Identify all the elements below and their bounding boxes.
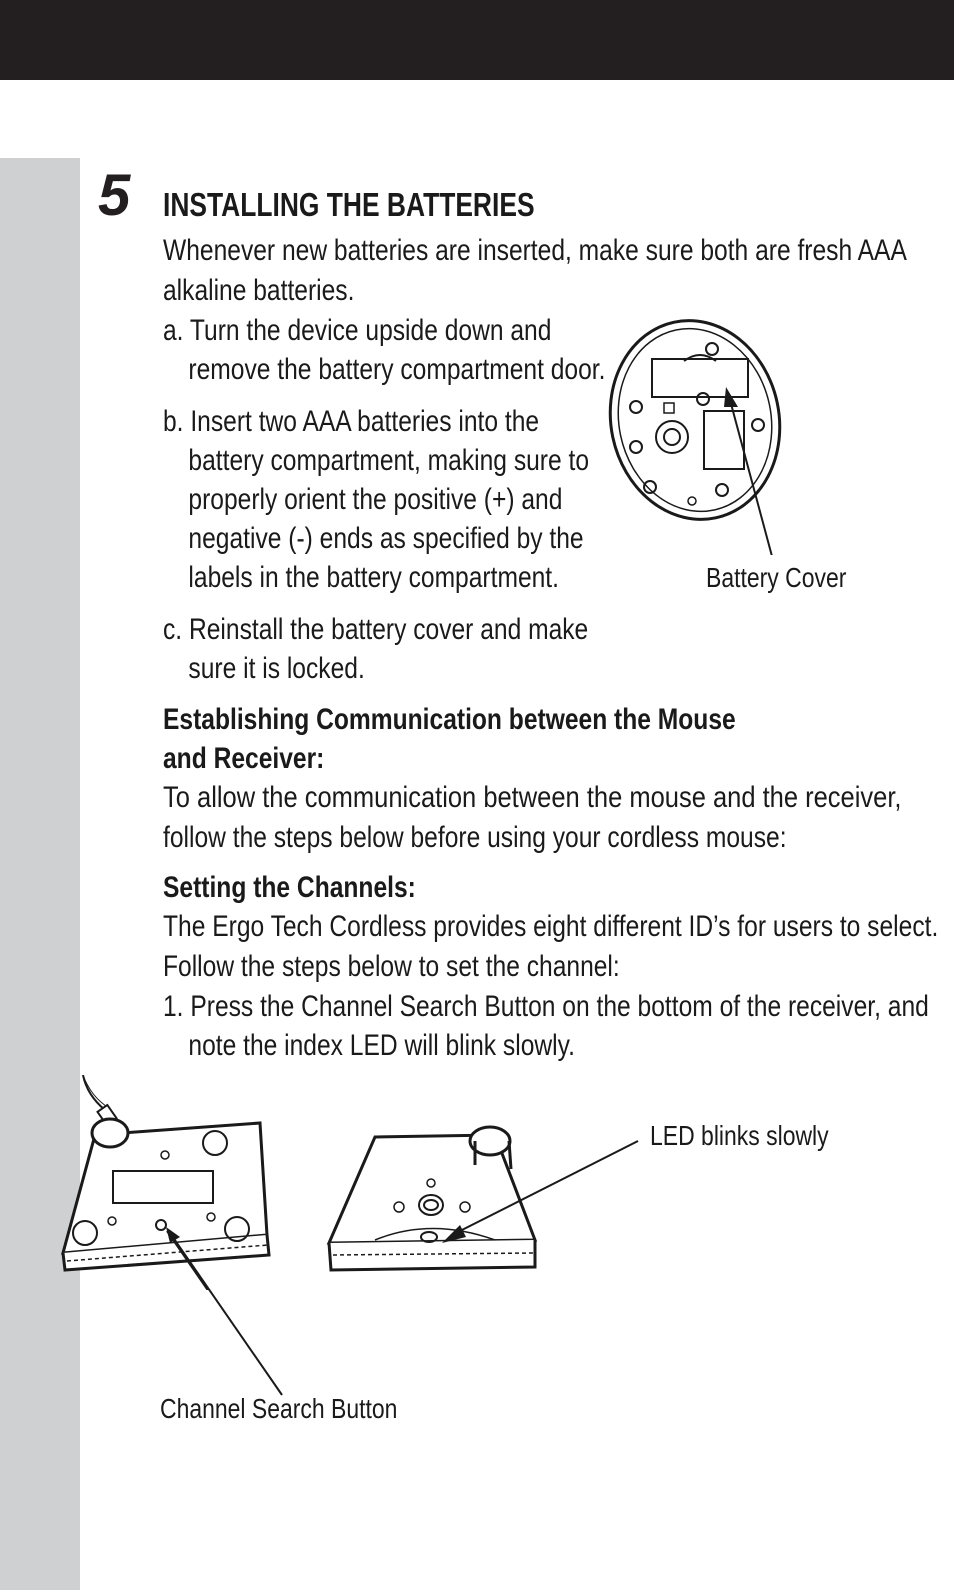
channels-step-1-line-2: note the index LED will blink slowly. [188, 1029, 575, 1062]
channels-line-1: The Ergo Tech Cordless provides eight different ID’s for users to select. [163, 910, 939, 943]
section-title: INSTALLING THE BATTERIES [163, 186, 535, 223]
channels-line-2: Follow the steps below to set the channel: [163, 950, 620, 983]
side-tab-bar [0, 158, 80, 1590]
communication-heading [163, 700, 873, 778]
step-c-line-1: c. Reinstall the battery cover and make [163, 613, 589, 646]
channels-step-1-line-1: 1. Press the Channel Search Button on the bottom of the receiver, and [163, 990, 929, 1023]
intro-paragraph [163, 231, 907, 311]
step-a-line-2: remove the battery compartment door. [188, 353, 606, 386]
step-b-line-1: b. Insert two AAA batteries into the [163, 405, 540, 438]
communication-line-1: To allow the communication between the mouse and the receiver, [163, 781, 902, 814]
step-c-line-2: sure it is locked. [188, 652, 365, 685]
communication-heading-line-2: and Receiver: [163, 742, 325, 775]
step-c [163, 610, 873, 688]
channels-paragraph [163, 907, 939, 987]
communication-paragraph [163, 778, 902, 858]
led-blinks-label: LED blinks slowly [650, 1120, 829, 1151]
step-b-line-2: battery compartment, making sure to [188, 444, 590, 477]
header-bar [0, 0, 954, 80]
channel-search-leader-line [160, 1225, 290, 1400]
step-a-line-1: a. Turn the device upside down and [163, 314, 552, 347]
mouse-underside-illustration [600, 315, 800, 555]
step-b-line-5: labels in the battery compartment. [188, 561, 559, 594]
battery-cover-label: Battery Cover [706, 562, 847, 593]
channels-heading [163, 868, 873, 907]
communication-line-2: follow the steps below before using your cordless mouse: [163, 821, 787, 854]
intro-line-1: Whenever new batteries are inserted, make sure both are fresh AAA [163, 234, 907, 267]
channels-heading-text: Setting the Channels: [163, 871, 416, 904]
section-number: 5 [98, 163, 130, 228]
channel-search-label: Channel Search Button [160, 1393, 398, 1424]
led-leader-line [430, 1135, 645, 1250]
communication-heading-line-1: Establishing Communication between the Mouse [163, 703, 736, 736]
intro-line-2: alkaline batteries. [163, 274, 355, 307]
step-b-line-3: properly orient the positive (+) and [188, 483, 563, 516]
step-b-line-4: negative (-) ends as specified by the [188, 522, 584, 555]
channels-step-1 [163, 987, 929, 1065]
